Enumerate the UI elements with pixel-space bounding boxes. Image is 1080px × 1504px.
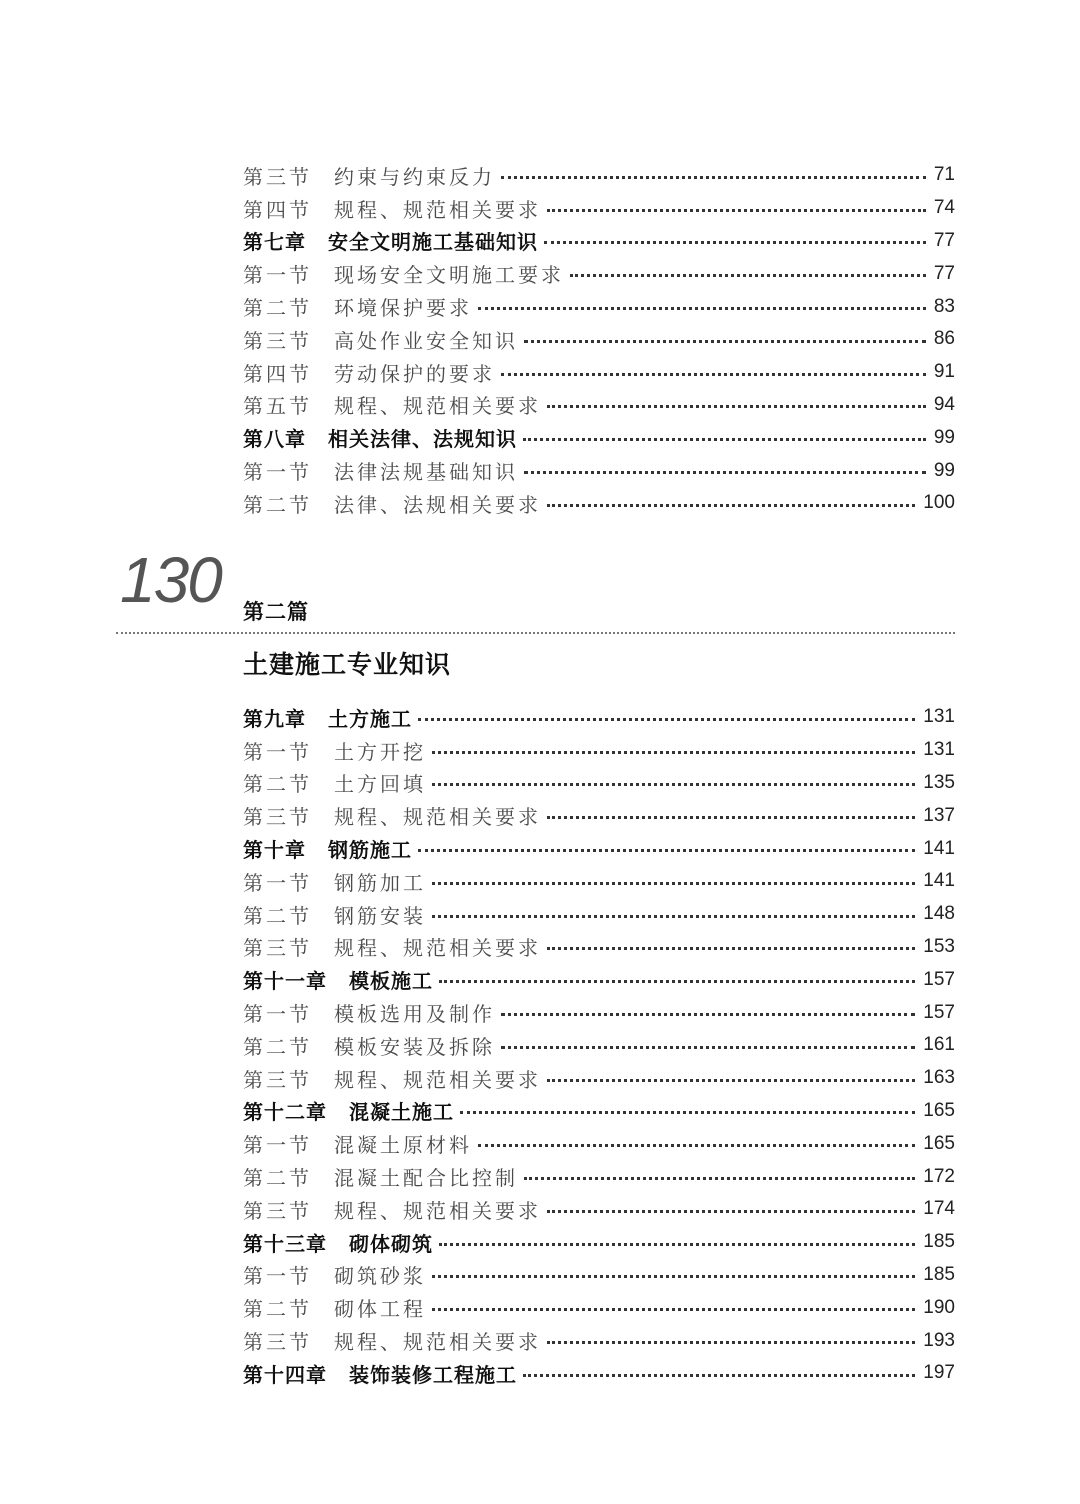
toc-entry-label: 第二节 (243, 772, 312, 797)
toc-entry-title: 混凝土施工 (349, 1100, 454, 1125)
toc-entry-label: 第十二章 (243, 1100, 327, 1125)
toc-dot-leader (501, 176, 926, 179)
toc-entry-title: 现场安全文明施工要求 (334, 263, 564, 288)
toc-dot-leader (432, 915, 915, 918)
toc-entry-label: 第一节 (243, 870, 312, 895)
toc-section-row (243, 323, 955, 356)
toc-section-row (243, 1259, 955, 1292)
toc-dot-leader (547, 1341, 915, 1344)
toc-entry-label: 第二节 (243, 1034, 312, 1059)
toc-section-row (243, 996, 955, 1029)
toc-page-number: 94 (933, 393, 955, 415)
toc-entry-title: 砌体工程 (334, 1297, 426, 1322)
toc-dot-leader (478, 1144, 915, 1147)
toc-dot-leader (501, 373, 926, 376)
toc-entry-title: 规程、规范相关要求 (334, 1198, 541, 1223)
toc-entry-label: 第七章 (243, 230, 306, 255)
toc-entry-label: 第一节 (243, 739, 312, 764)
toc-dot-leader (547, 816, 915, 819)
toc-dot-leader (439, 1243, 915, 1246)
toc-top-list (243, 159, 955, 520)
toc-entry-label: 第八章 (243, 427, 306, 452)
toc-entry-title: 土方施工 (328, 706, 412, 731)
toc-chapter-row (243, 225, 955, 258)
toc-dot-leader (524, 1177, 915, 1180)
toc-entry-title: 混凝土配合比控制 (334, 1166, 518, 1191)
toc-entry-title: 法律法规基础知识 (334, 460, 518, 485)
toc-entry-label: 第十四章 (243, 1362, 327, 1387)
toc-entry-title: 高处作业安全知识 (334, 328, 518, 353)
toc-entry-title: 砌体砌筑 (349, 1231, 433, 1256)
toc-section-row (243, 389, 955, 422)
toc-dot-leader (570, 274, 926, 277)
part-divider (116, 632, 955, 634)
toc-entry-title: 规程、规范相关要求 (334, 936, 541, 961)
toc-page-number: 99 (933, 426, 955, 448)
toc-chapter-row (243, 421, 955, 454)
toc-entry-title: 模板安装及拆除 (334, 1034, 495, 1059)
toc-chapter-row (243, 1357, 955, 1390)
toc-entry-title: 模板选用及制作 (334, 1002, 495, 1027)
toc-entry-title: 规程、规范相关要求 (334, 1330, 541, 1355)
toc-entry-title: 土方开挖 (334, 739, 426, 764)
toc-section-row (243, 931, 955, 964)
toc-entry-label: 第四节 (243, 197, 312, 222)
toc-page-number: 74 (933, 197, 955, 219)
toc-entry-label: 第一节 (243, 263, 312, 288)
toc-section-row (243, 487, 955, 520)
toc-dot-leader (547, 947, 915, 950)
toc-dot-leader (547, 209, 926, 212)
toc-section-row (243, 1291, 955, 1324)
toc-dot-leader (523, 438, 926, 441)
toc-dot-leader (524, 471, 926, 474)
toc-page-number: 190 (923, 1296, 955, 1318)
toc-page-number: 91 (933, 361, 955, 383)
toc-section-row (243, 159, 955, 192)
toc-entry-label: 第十章 (243, 838, 306, 863)
toc-chapter-row (243, 1095, 955, 1128)
toc-page-number: 131 (923, 706, 955, 728)
toc-page-number: 165 (923, 1132, 955, 1154)
toc-bottom-list (243, 701, 955, 1390)
toc-dot-leader (460, 1111, 915, 1114)
toc-dot-leader (547, 405, 926, 408)
toc-entry-label: 第一节 (243, 1264, 312, 1289)
toc-page-number: 185 (923, 1231, 955, 1253)
toc-dot-leader (501, 1013, 915, 1016)
toc-entry-label: 第三节 (243, 936, 312, 961)
toc-section-row (243, 1029, 955, 1062)
toc-section-row (243, 1127, 955, 1160)
toc-page-number: 77 (933, 229, 955, 251)
toc-entry-title: 钢筋施工 (328, 838, 412, 863)
toc-entry-label: 第二节 (243, 492, 312, 517)
toc-page-number: 153 (923, 935, 955, 957)
toc-entry-title: 装饰装修工程施工 (349, 1362, 517, 1387)
toc-dot-leader (547, 504, 915, 507)
part-title: 土建施工专业知识 (243, 650, 452, 679)
toc-entry-title: 钢筋加工 (334, 870, 426, 895)
toc-entry-label: 第一节 (243, 1133, 312, 1158)
toc-dot-leader (544, 241, 926, 244)
toc-entry-label: 第三节 (243, 164, 312, 189)
toc-chapter-row (243, 832, 955, 865)
toc-entry-label: 第十三章 (243, 1231, 327, 1256)
toc-entry-title: 环境保护要求 (334, 296, 472, 321)
toc-chapter-row (243, 701, 955, 734)
toc-page-number: 100 (923, 492, 955, 514)
toc-entry-title: 规程、规范相关要求 (334, 805, 541, 830)
part-label: 第二篇 (243, 600, 309, 624)
toc-entry-title: 模板施工 (349, 969, 433, 994)
toc-page-number: 172 (923, 1165, 955, 1187)
toc-chapter-row (243, 963, 955, 996)
toc-entry-title: 法律、法规相关要求 (334, 492, 541, 517)
toc-page-number: 157 (923, 968, 955, 990)
toc-entry-title: 土方回填 (334, 772, 426, 797)
toc-entry-title: 约束与约束反力 (334, 164, 495, 189)
toc-section-row (243, 898, 955, 931)
toc-dot-leader (432, 1275, 915, 1278)
toc-entry-title: 规程、规范相关要求 (334, 394, 541, 419)
toc-page-number: 77 (933, 262, 955, 284)
toc-entry-label: 第三节 (243, 1198, 312, 1223)
toc-entry-title: 规程、规范相关要求 (334, 197, 541, 222)
toc-page-number: 141 (923, 837, 955, 859)
toc-entry-title: 相关法律、法规知识 (328, 427, 517, 452)
toc-section-row (243, 767, 955, 800)
toc-page-number: 137 (923, 804, 955, 826)
toc-entry-title: 安全文明施工基础知识 (328, 230, 538, 255)
toc-page-number: 185 (923, 1263, 955, 1285)
toc-dot-leader (432, 1308, 915, 1311)
toc-page-number: 165 (923, 1099, 955, 1121)
toc-dot-leader (478, 307, 926, 310)
toc-dot-leader (523, 1374, 915, 1377)
toc-section-row (243, 454, 955, 487)
toc-section-row (243, 1324, 955, 1357)
toc-section-row (243, 734, 955, 767)
toc-dot-leader (418, 718, 915, 721)
toc-entry-label: 第二节 (243, 296, 312, 321)
toc-section-row (243, 1160, 955, 1193)
toc-entry-label: 第二节 (243, 1297, 312, 1322)
toc-page-number: 83 (933, 295, 955, 317)
toc-section-row (243, 257, 955, 290)
toc-dot-leader (418, 849, 915, 852)
toc-page-number: 135 (923, 771, 955, 793)
toc-page-number: 141 (923, 870, 955, 892)
toc-section-row (243, 356, 955, 389)
toc-entry-label: 第九章 (243, 706, 306, 731)
toc-entry-label: 第一节 (243, 460, 312, 485)
toc-entry-label: 第三节 (243, 1067, 312, 1092)
toc-page-number: 163 (923, 1067, 955, 1089)
toc-dot-leader (432, 882, 915, 885)
toc-section-row (243, 799, 955, 832)
toc-chapter-row (243, 1226, 955, 1259)
toc-dot-leader (439, 980, 915, 983)
toc-page-number: 193 (923, 1329, 955, 1351)
toc-page-number: 197 (923, 1362, 955, 1384)
toc-page-number: 148 (923, 903, 955, 925)
toc-entry-label: 第三节 (243, 805, 312, 830)
part-page-number: 130 (120, 544, 221, 616)
toc-entry-label: 第三节 (243, 1330, 312, 1355)
toc-dot-leader (501, 1046, 915, 1049)
toc-page-number: 174 (923, 1198, 955, 1220)
toc-dot-leader (432, 783, 915, 786)
toc-section-row (243, 192, 955, 225)
toc-entry-label: 第十一章 (243, 969, 327, 994)
toc-entry-label: 第二节 (243, 1166, 312, 1191)
toc-page-number: 131 (923, 739, 955, 761)
toc-entry-title: 钢筋安装 (334, 903, 426, 928)
toc-page-number: 86 (933, 328, 955, 350)
toc-dot-leader (547, 1210, 915, 1213)
toc-section-row (243, 865, 955, 898)
toc-page-number: 161 (923, 1034, 955, 1056)
toc-page-number: 99 (933, 459, 955, 481)
toc-entry-label: 第五节 (243, 394, 312, 419)
toc-entry-label: 第四节 (243, 361, 312, 386)
toc-page-number: 157 (923, 1001, 955, 1023)
toc-page-number: 71 (933, 164, 955, 186)
toc-dot-leader (547, 1079, 915, 1082)
toc-entry-label: 第三节 (243, 328, 312, 353)
toc-entry-label: 第一节 (243, 1002, 312, 1027)
toc-dot-leader (432, 751, 915, 754)
toc-entry-title: 规程、规范相关要求 (334, 1067, 541, 1092)
toc-entry-label: 第二节 (243, 903, 312, 928)
toc-entry-title: 砌筑砂浆 (334, 1264, 426, 1289)
toc-entry-title: 劳动保护的要求 (334, 361, 495, 386)
toc-dot-leader (524, 340, 926, 343)
toc-section-row (243, 1193, 955, 1226)
toc-entry-title: 混凝土原材料 (334, 1133, 472, 1158)
toc-section-row (243, 290, 955, 323)
toc-section-row (243, 1062, 955, 1095)
